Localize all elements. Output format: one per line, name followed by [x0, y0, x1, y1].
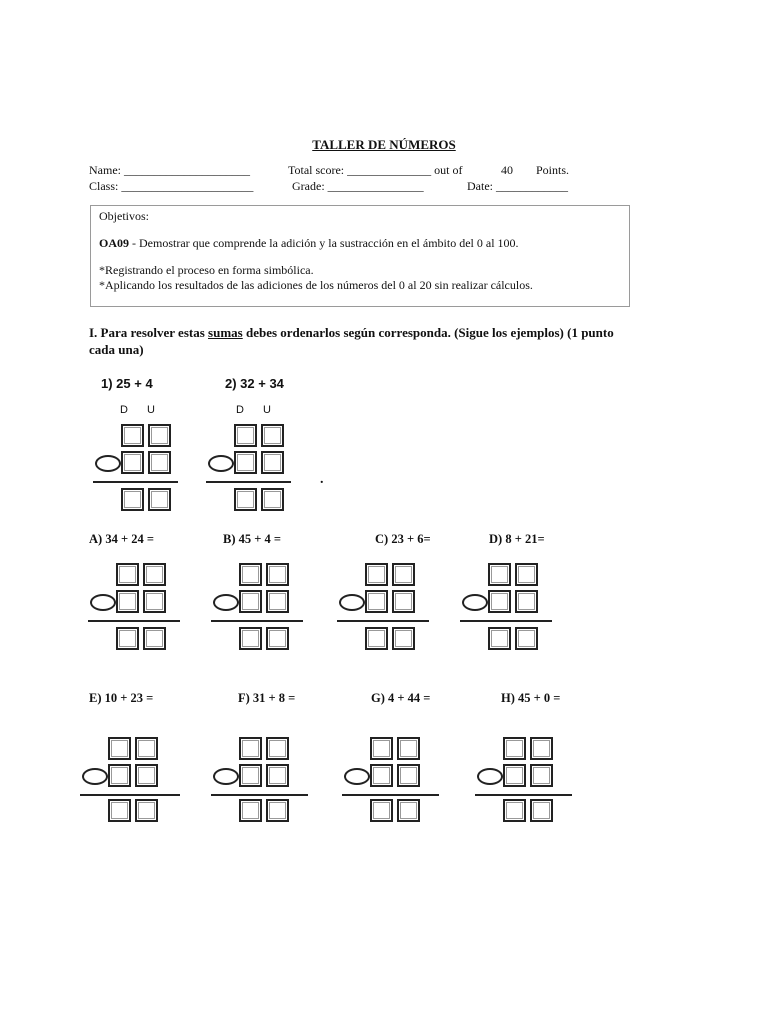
tens-box-top[interactable] — [365, 563, 388, 586]
units-box-result[interactable] — [397, 799, 420, 822]
sum-line — [88, 620, 180, 622]
total-score-label: Total score: ______________ out of — [288, 163, 463, 177]
tens-box-result[interactable] — [488, 627, 511, 650]
tens-box-middle[interactable] — [239, 764, 262, 787]
objective-code: OA09 — [99, 236, 129, 250]
units-box-middle[interactable] — [261, 451, 284, 474]
question-instruction-line2: cada una) — [89, 342, 144, 357]
tens-box-middle[interactable] — [121, 451, 144, 474]
tens-box-middle[interactable] — [488, 590, 511, 613]
units-box-result[interactable] — [148, 488, 171, 511]
objective-bullet-1: *Registrando el proceso en forma simbólica. — [99, 263, 314, 277]
exercise-f-answer-grid — [211, 737, 321, 837]
sum-line — [342, 794, 439, 796]
units-box-middle[interactable] — [135, 764, 158, 787]
operator-circle[interactable] — [462, 594, 488, 611]
units-box-middle[interactable] — [515, 590, 538, 613]
units-box-result[interactable] — [392, 627, 415, 650]
example-2-answer-grid — [206, 424, 316, 524]
sum-line — [337, 620, 429, 622]
units-box-result[interactable] — [143, 627, 166, 650]
units-box-top[interactable] — [148, 424, 171, 447]
units-box-top[interactable] — [266, 563, 289, 586]
exercise-e-label: E) 10 + 23 = — [89, 691, 154, 705]
tens-box-middle[interactable] — [503, 764, 526, 787]
exercise-f-label: F) 31 + 8 = — [238, 691, 296, 705]
units-box-top[interactable] — [392, 563, 415, 586]
units-box-top[interactable] — [143, 563, 166, 586]
tens-box-top[interactable] — [121, 424, 144, 447]
sum-line — [206, 481, 291, 483]
exercise-h-label: H) 45 + 0 = — [501, 691, 561, 705]
exercise-g-label: G) 4 + 44 = — [371, 691, 431, 705]
example-2-label: 2) 32 + 34 — [225, 376, 284, 391]
exercise-h-answer-grid — [475, 737, 585, 837]
tens-box-top[interactable] — [503, 737, 526, 760]
exercise-b-label: B) 45 + 4 = — [223, 532, 281, 546]
operator-circle[interactable] — [339, 594, 365, 611]
units-box-result[interactable] — [515, 627, 538, 650]
tens-box-result[interactable] — [503, 799, 526, 822]
tens-box-result[interactable] — [121, 488, 144, 511]
units-box-middle[interactable] — [397, 764, 420, 787]
exercise-c-label: C) 23 + 6= — [375, 532, 431, 546]
total-score-value: 40 — [501, 163, 513, 177]
question-instruction: I. Para resolver estas sumas debes ordenarlos según corresponda. (Sigue los ejemplos) (1 punto — [89, 325, 614, 340]
class-field-label: Class: ______________________ — [89, 179, 254, 193]
tens-box-middle[interactable] — [370, 764, 393, 787]
operator-circle[interactable] — [344, 768, 370, 785]
units-box-result[interactable] — [266, 627, 289, 650]
units-box-result[interactable] — [266, 799, 289, 822]
example-2-units-label: U — [263, 404, 271, 416]
tens-box-middle[interactable] — [365, 590, 388, 613]
sum-line — [475, 794, 572, 796]
page-title: TALLER DE NÚMEROS — [312, 137, 456, 152]
stray-dot: . — [320, 472, 324, 487]
operator-circle[interactable] — [213, 594, 239, 611]
units-box-top[interactable] — [261, 424, 284, 447]
units-box-result[interactable] — [261, 488, 284, 511]
exercise-e-answer-grid — [80, 737, 190, 837]
units-box-top[interactable] — [266, 737, 289, 760]
tens-box-result[interactable] — [239, 799, 262, 822]
units-box-middle[interactable] — [392, 590, 415, 613]
tens-box-result[interactable] — [370, 799, 393, 822]
sum-line — [211, 794, 308, 796]
objectives-heading: Objetivos: — [99, 209, 149, 223]
tens-box-top[interactable] — [370, 737, 393, 760]
exercise-b-answer-grid — [211, 563, 321, 663]
operator-circle[interactable] — [208, 455, 234, 472]
grade-field-label: Grade: ________________ — [292, 179, 424, 193]
sum-line — [93, 481, 178, 483]
tens-box-result[interactable] — [234, 488, 257, 511]
date-field-label: Date: ____________ — [467, 179, 568, 193]
sum-line — [211, 620, 303, 622]
units-box-top[interactable] — [515, 563, 538, 586]
exercise-a-label: A) 34 + 24 = — [89, 532, 154, 546]
operator-circle[interactable] — [477, 768, 503, 785]
tens-box-result[interactable] — [108, 799, 131, 822]
units-box-top[interactable] — [397, 737, 420, 760]
tens-box-top[interactable] — [239, 563, 262, 586]
example-1-tens-label: D — [120, 404, 128, 416]
tens-box-top[interactable] — [488, 563, 511, 586]
objective-bullet-2: *Aplicando los resultados de las adiciones de los números del 0 al 20 sin realizar cálculos. — [99, 278, 533, 292]
example-2-tens-label: D — [236, 404, 244, 416]
tens-box-result[interactable] — [116, 627, 139, 650]
operator-circle[interactable] — [90, 594, 116, 611]
units-box-top[interactable] — [530, 737, 553, 760]
tens-box-result[interactable] — [239, 627, 262, 650]
exercise-c-answer-grid — [337, 563, 447, 663]
operator-circle[interactable] — [82, 768, 108, 785]
tens-box-top[interactable] — [234, 424, 257, 447]
example-1-units-label: U — [147, 404, 155, 416]
objective-main — [99, 236, 519, 251]
operator-circle[interactable] — [95, 455, 121, 472]
objective-text: - Demostrar que comprende la adición y la sustracción en el ámbito del 0 al 100. — [129, 236, 519, 250]
tens-box-top[interactable] — [116, 563, 139, 586]
units-box-middle[interactable] — [148, 451, 171, 474]
exercise-g-answer-grid — [342, 737, 452, 837]
sum-line — [80, 794, 180, 796]
units-box-middle[interactable] — [266, 590, 289, 613]
example-1-answer-grid — [93, 424, 203, 524]
tens-box-result[interactable] — [365, 627, 388, 650]
tens-box-middle[interactable] — [239, 590, 262, 613]
units-box-middle[interactable] — [530, 764, 553, 787]
exercise-d-answer-grid — [460, 563, 570, 663]
name-field-label: Name: _____________________ — [89, 163, 250, 177]
units-box-middle[interactable] — [143, 590, 166, 613]
units-box-result[interactable] — [135, 799, 158, 822]
tens-box-middle[interactable] — [108, 764, 131, 787]
units-box-top[interactable] — [135, 737, 158, 760]
tens-box-middle[interactable] — [116, 590, 139, 613]
exercise-a-answer-grid — [88, 563, 198, 663]
units-box-result[interactable] — [530, 799, 553, 822]
sum-line — [460, 620, 552, 622]
exercise-d-label: D) 8 + 21= — [489, 532, 545, 546]
tens-box-middle[interactable] — [234, 451, 257, 474]
operator-circle[interactable] — [213, 768, 239, 785]
tens-box-top[interactable] — [108, 737, 131, 760]
tens-box-top[interactable] — [239, 737, 262, 760]
points-label: Points. — [536, 163, 570, 177]
units-box-middle[interactable] — [266, 764, 289, 787]
example-1-label: 1) 25 + 4 — [101, 376, 153, 391]
